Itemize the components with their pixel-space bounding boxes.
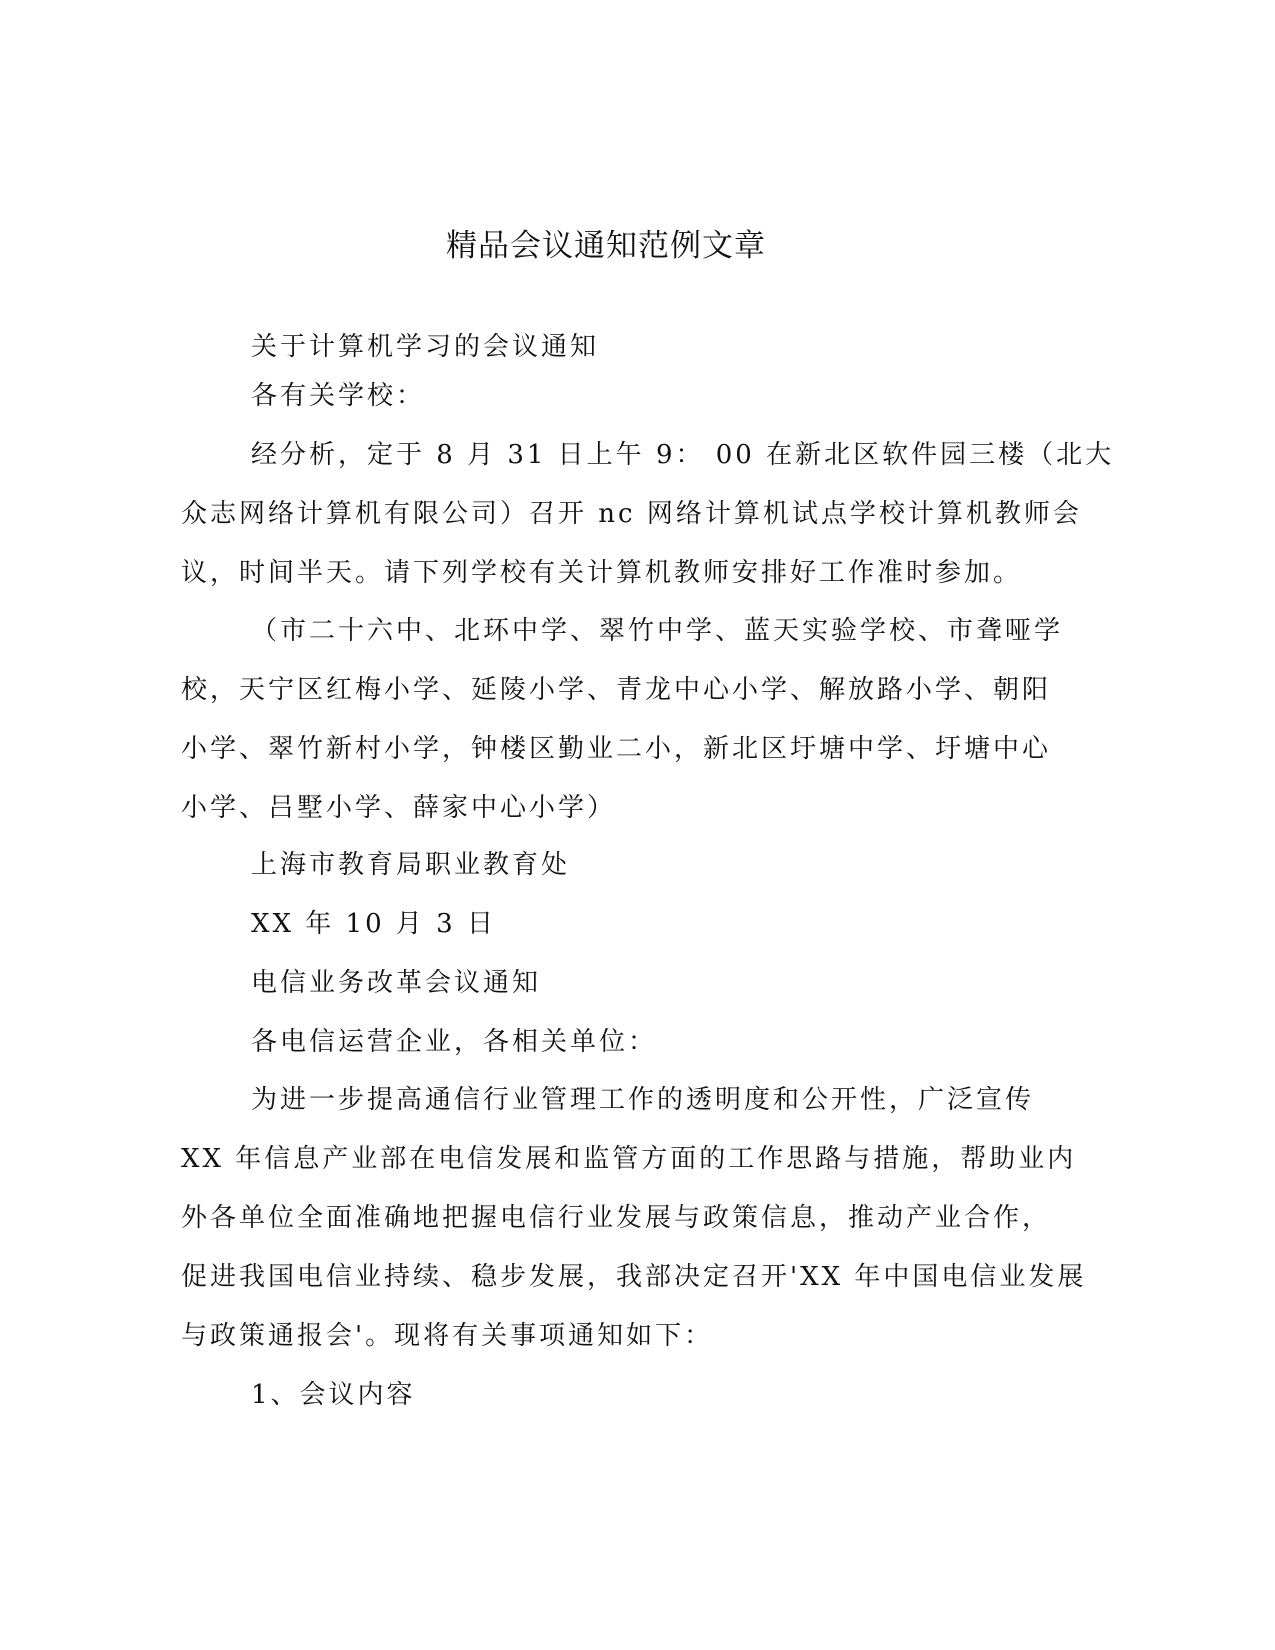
notice1-school-list <box>181 602 1064 838</box>
notice1-body-line: 议，时间半天。请下列学校有关计算机教师安排好工作准时参加。 <box>181 558 1023 588</box>
document-title: 精品会议通知范例文章 <box>446 227 766 264</box>
notice1-heading: 关于计算机学习的会议通知 <box>251 332 600 362</box>
notice2-body-line: 促进我国电信业持续、稳步发展，我部决定召开'XX 年中国电信业发展 <box>181 1262 1087 1292</box>
notice2-body-line: 为进一步提高通信行业管理工作的透明度和公开性，广泛宣传 <box>251 1085 1035 1115</box>
notice2-salutation: 各电信运营企业，各相关单位： <box>251 1027 658 1057</box>
notice1-body <box>181 426 1115 603</box>
notice1-salutation: 各有关学校： <box>251 381 426 411</box>
notice1-body-line: 经分析，定于 8 月 31 日上午 9： 00 在新北区软件园三楼（北大 <box>251 440 1115 470</box>
notice1-issuer: 上海市教育局职业教育处 <box>251 850 571 880</box>
school-list-line: 校，天宁区红梅小学、延陵小学、青龙中心小学、解放路小学、朝阳 <box>181 675 1052 705</box>
notice2-body <box>181 1071 1087 1366</box>
school-list-line: 小学、翠竹新村小学，钟楼区勤业二小，新北区圩塘中学、圩塘中心 <box>181 734 1052 764</box>
notice1-date: XX 年 10 月 3 日 <box>251 909 496 939</box>
notice2-heading: 电信业务改革会议通知 <box>251 968 542 998</box>
notice2-body-line: 外各单位全面准确地把握电信行业发展与政策信息，推动产业合作， <box>181 1203 1052 1233</box>
notice2-section-heading: 1、会议内容 <box>251 1380 416 1410</box>
notice2-body-line: 与政策通报会'。现将有关事项通知如下： <box>181 1321 714 1351</box>
notice1-body-line: 众志网络计算机有限公司）召开 nc 网络计算机试点学校计算机教师会 <box>181 499 1082 529</box>
school-list-line: 小学、吕墅小学、薛家中心小学） <box>181 793 617 823</box>
notice2-body-line: XX 年信息产业部在电信发展和监管方面的工作思路与措施，帮助业内 <box>181 1144 1077 1174</box>
school-list-line: （市二十六中、北环中学、翠竹中学、蓝天实验学校、市聋哑学 <box>251 616 1064 646</box>
